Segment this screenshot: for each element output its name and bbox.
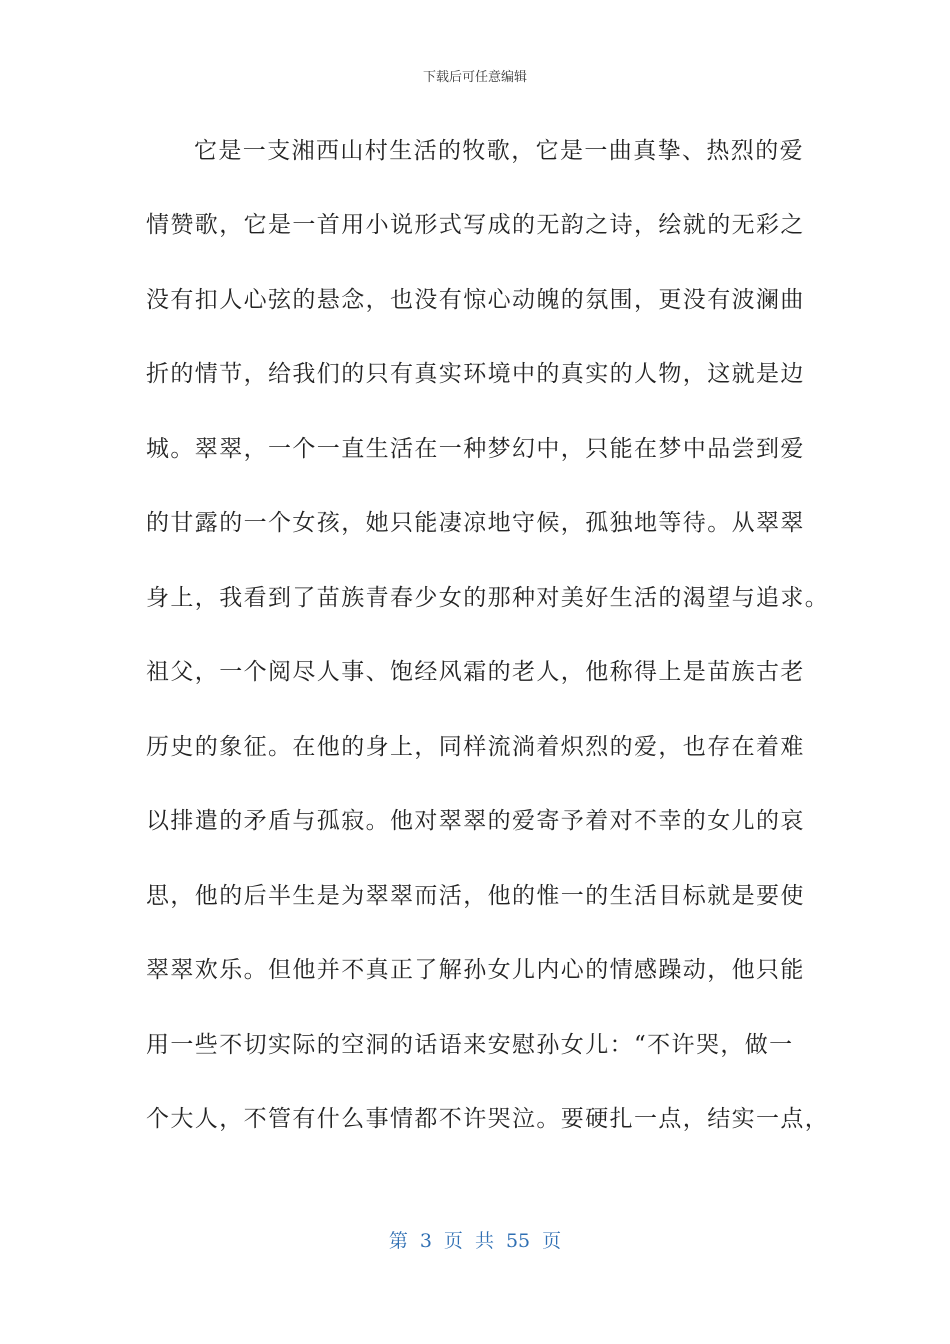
page-footer [0, 1226, 950, 1253]
paragraph-line: 的甘露的一个女孩，她只能凄凉地守候，孤独地等待。从翠翠 [146, 510, 805, 536]
page-header: 下载后可任意编辑 [422, 70, 527, 85]
paragraph-line: 城。翠翠，一个一直生活在一种梦幻中，只能在梦中品尝到爱 [146, 436, 805, 462]
paragraph-line: 个大人，不管有什么事情都不许哭泣。要硬扎一点，结实一点， [146, 1106, 830, 1132]
paragraph-line: 折的情节，给我们的只有真实环境中的真实的人物，这就是边 [146, 361, 805, 387]
footer-middle: 页 共 [443, 1230, 494, 1252]
footer-suffix: 页 [542, 1230, 562, 1252]
paragraph-line: 历史的象征。在他的身上，同样流淌着炽烈的爱，也存在着难 [146, 734, 805, 760]
paragraph-line: 祖父，一个阅尽人事、饱经风霜的老人，他称得上是苗族古老 [146, 659, 805, 685]
page-number: 3 [419, 1230, 432, 1252]
paragraph-line: 它是一支湘西山村生活的牧歌，它是一曲真挚、热烈的爱 [194, 138, 804, 164]
paragraph-line: 情赞歌，它是一首用小说形式写成的无韵之诗，绘就的无彩之 [146, 212, 805, 238]
paragraph-line: 身上，我看到了苗族青春少女的那种对美好生活的渴望与追求。 [146, 585, 830, 611]
paragraph-line: 用一些不切实际的空洞的话语来安慰孙女儿：“不许哭，做一 [146, 1032, 794, 1058]
paragraph-line: 以排遣的矛盾与孤寂。他对翠翠的爱寄予着对不幸的女儿的哀 [146, 808, 805, 834]
total-pages: 55 [505, 1230, 531, 1252]
paragraph-line: 翠翠欢乐。但他并不真正了解孙女儿内心的情感躁动，他只能 [146, 957, 805, 983]
footer-prefix: 第 [388, 1230, 408, 1252]
paragraph-line: 没有扣人心弦的悬念，也没有惊心动魄的氛围，更没有波澜曲 [146, 287, 805, 313]
paragraph-line: 思，他的后半生是为翠翠而活，他的惟一的生活目标就是要使 [146, 883, 805, 909]
